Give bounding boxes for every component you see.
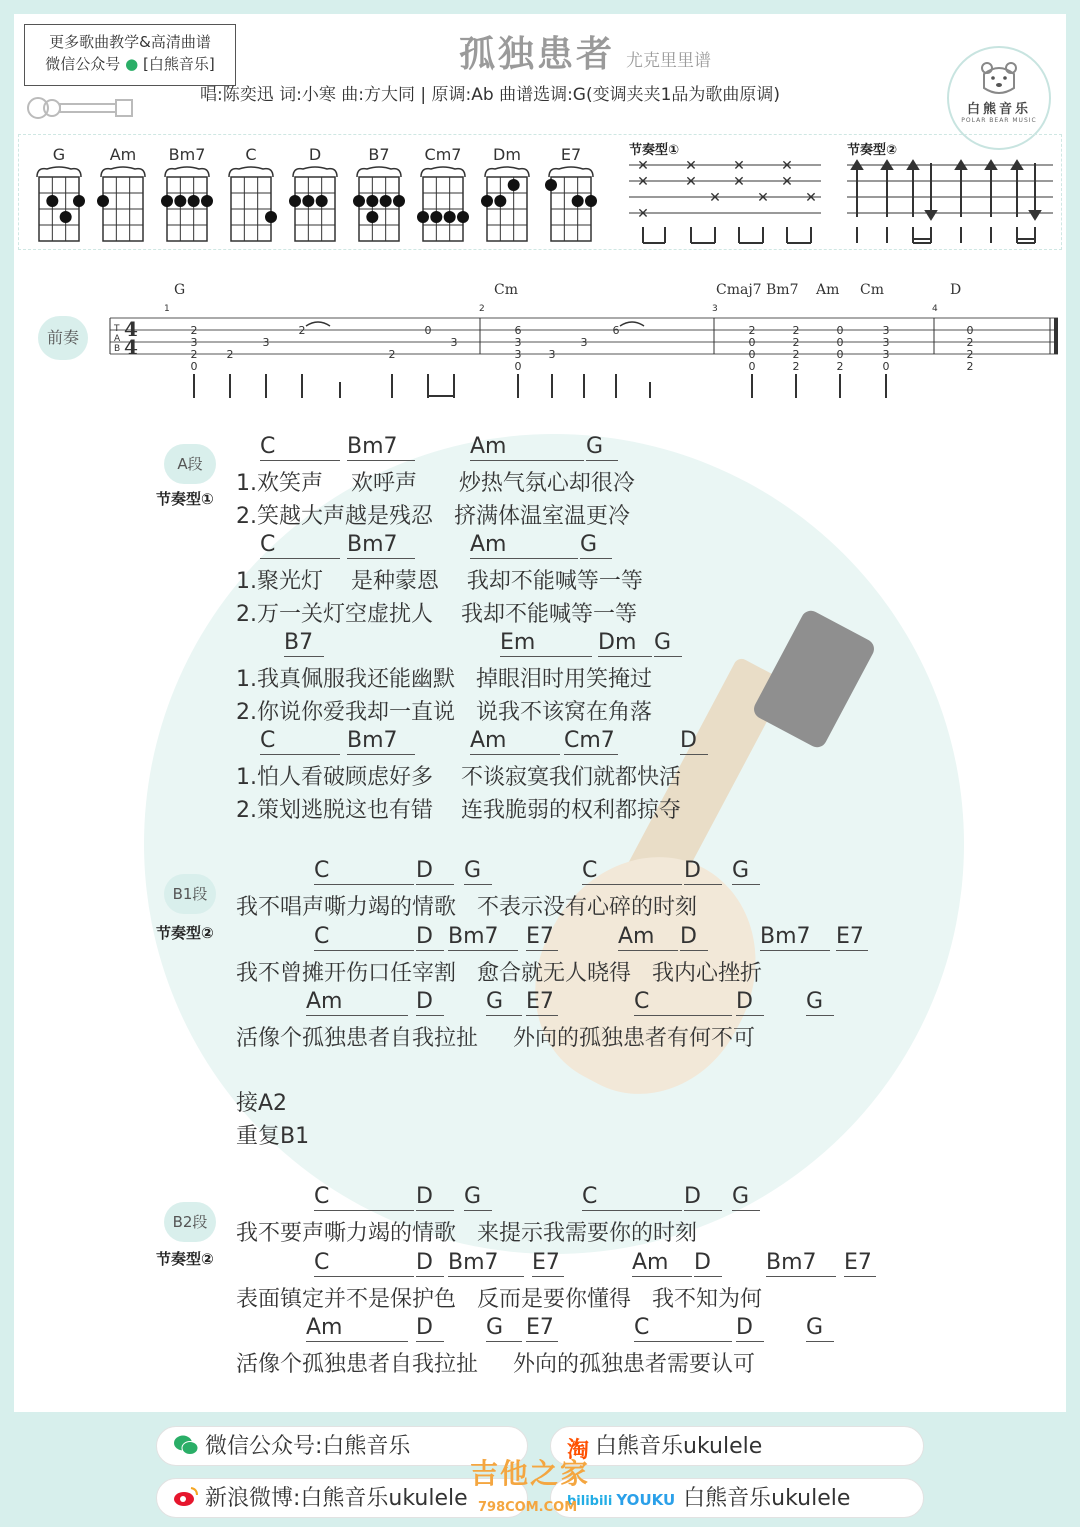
svg-text:B: B xyxy=(114,344,121,354)
watermark-sub: 798COM.COM xyxy=(478,1500,578,1515)
chord-symbol: C xyxy=(582,1184,682,1211)
svg-text:✕: ✕ xyxy=(637,174,649,190)
svg-text:3: 3 xyxy=(190,336,198,349)
svg-text:3: 3 xyxy=(882,324,890,337)
chord-symbol: Cm7 xyxy=(564,728,618,755)
fretboard-icon xyxy=(289,165,341,245)
chord-symbol: Am xyxy=(632,1250,692,1277)
svg-text:4: 4 xyxy=(124,317,138,341)
fretboard-icon xyxy=(225,165,277,245)
chord-panel xyxy=(18,134,1062,250)
chord-diagram xyxy=(417,145,469,249)
svg-text:0: 0 xyxy=(836,336,844,349)
svg-text:3: 3 xyxy=(450,336,458,349)
svg-text:2: 2 xyxy=(792,348,800,361)
chord-symbol: G xyxy=(580,532,612,559)
watermark: 吉他之家 xyxy=(470,1457,591,1490)
lyric-line: 1.聚光灯 是种蒙恩 我却不能喊等一等 xyxy=(236,569,643,594)
chord-symbol: C xyxy=(260,434,340,461)
svg-text:2: 2 xyxy=(226,348,234,361)
fretboard-icon xyxy=(417,165,469,245)
intro-tablature xyxy=(104,302,1064,398)
song-title: 孤独患者 xyxy=(459,34,616,75)
taobao-icon: 淘 xyxy=(567,1438,590,1463)
fretboard-icon xyxy=(545,165,597,245)
svg-text:2: 2 xyxy=(298,324,306,337)
chord-symbol: Am xyxy=(306,989,408,1016)
svg-text:0: 0 xyxy=(966,324,974,337)
lyric-line: 活像个孤独患者自我拉扯 外向的孤独患者需要认可 xyxy=(236,1352,755,1377)
lyric-line: 2.万一关灯空虚扰人 我却不能喊等一等 xyxy=(236,602,637,627)
svg-text:2: 2 xyxy=(190,324,198,337)
footer-video-label: 白熊音乐ukulele xyxy=(683,1486,851,1511)
chord-symbol: C xyxy=(634,1315,732,1342)
chord-symbol: D xyxy=(684,1184,722,1211)
song-subtitle: 尤克里里谱 xyxy=(626,51,711,71)
chord-symbol: Am xyxy=(470,532,578,559)
rhythm-2-label: 节奏型② xyxy=(847,143,898,158)
fretboard-icon xyxy=(97,165,149,245)
chord-symbol: D xyxy=(416,1250,444,1277)
promo-line2b: [白熊音乐] xyxy=(142,55,215,73)
chord-symbol: D xyxy=(736,1315,764,1342)
chord-symbol: C xyxy=(314,924,414,951)
promo-line2: 微信公众号 xyxy=(45,55,121,73)
measure-number: 3 xyxy=(712,304,718,314)
chord-symbol: Am xyxy=(470,728,560,755)
svg-text:2: 2 xyxy=(792,336,800,349)
lyric-line: 2.笑越大声越是残忍 挤满体温室温更冷 xyxy=(236,504,630,529)
intro-chord: G xyxy=(174,282,186,298)
section-b2-tag: B2段 xyxy=(164,1202,216,1242)
chord-symbol: C xyxy=(314,1250,414,1277)
chord-name: C xyxy=(245,145,257,164)
jump-instruction: 接A2 xyxy=(236,1091,288,1116)
section-b1-rhythm: 节奏型② xyxy=(156,924,214,942)
lyric-line: 我不要声嘶力竭的情歌 来提示我需要你的时刻 xyxy=(236,1221,697,1246)
svg-text:2: 2 xyxy=(966,360,974,373)
svg-text:✕: ✕ xyxy=(637,206,649,222)
promo-line1: 更多歌曲教学&高清曲谱 xyxy=(49,33,211,51)
fretboard-icon xyxy=(481,165,533,245)
chord-symbol: E7 xyxy=(526,989,558,1016)
svg-text:0: 0 xyxy=(190,360,198,373)
chord-symbol: Bm7 xyxy=(347,728,415,755)
chord-symbol: G xyxy=(464,1184,492,1211)
chord-symbol: E7 xyxy=(836,924,868,951)
chord-symbol: C xyxy=(260,728,340,755)
section-a-rhythm: 节奏型① xyxy=(156,490,214,508)
lyric-line: 我不唱声嘶力竭的情歌 不表示没有心碎的时刻 xyxy=(236,895,697,920)
svg-text:2: 2 xyxy=(388,348,396,361)
logo-cn: 白熊音乐 xyxy=(966,102,1031,117)
svg-text:2: 2 xyxy=(966,348,974,361)
promo-box xyxy=(24,24,236,86)
chord-symbol: Bm7 xyxy=(347,532,415,559)
chord-symbol: G xyxy=(732,858,760,885)
svg-text:4: 4 xyxy=(124,335,138,359)
svg-text:2: 2 xyxy=(190,348,198,361)
polar-bear-icon xyxy=(979,62,1019,96)
chord-diagram xyxy=(33,145,85,249)
svg-text:0: 0 xyxy=(748,360,756,373)
lyric-line: 1.我真佩服我还能幽默 掉眼泪时用笑掩过 xyxy=(236,667,652,692)
chord-name: G xyxy=(52,145,66,164)
intro-chord: Cm xyxy=(494,282,518,298)
chord-symbol: E7 xyxy=(532,1250,564,1277)
chord-symbol: D xyxy=(680,924,708,951)
svg-text:✕: ✕ xyxy=(637,159,649,174)
weibo-icon xyxy=(173,1485,199,1509)
svg-text:0: 0 xyxy=(836,348,844,361)
svg-text:✕: ✕ xyxy=(733,174,745,190)
chord-symbol: D xyxy=(416,1184,454,1211)
chord-symbol: C xyxy=(634,989,732,1016)
chord-name: B7 xyxy=(368,145,390,164)
svg-text:2: 2 xyxy=(966,336,974,349)
youku-icon: YOUKU xyxy=(616,1491,676,1509)
chord-symbol: G xyxy=(654,630,682,657)
svg-text:0: 0 xyxy=(748,348,756,361)
svg-text:A: A xyxy=(114,334,121,344)
intro-tag: 前奏 xyxy=(38,316,88,360)
chord-symbol: B7 xyxy=(284,630,324,657)
svg-text:2: 2 xyxy=(748,324,756,337)
chord-symbol: C xyxy=(314,858,414,885)
chord-diagram xyxy=(481,145,533,249)
footer-wechat-label: 微信公众号:白熊音乐 xyxy=(205,1434,411,1459)
chord-symbol: C xyxy=(582,858,682,885)
footer-weibo-label: 新浪微博:白熊音乐ukulele xyxy=(205,1486,468,1511)
chord-symbol: E7 xyxy=(526,1315,558,1342)
svg-text:0: 0 xyxy=(836,324,844,337)
wechat-icon xyxy=(173,1433,199,1457)
lyric-line: 1.欢笑声 欢呼声 炒热气氛心却很冷 xyxy=(236,471,635,496)
svg-text:0: 0 xyxy=(424,324,432,337)
chord-symbol: G xyxy=(732,1184,760,1211)
svg-text:T: T xyxy=(114,324,120,334)
svg-text:✕: ✕ xyxy=(781,174,793,190)
chord-diagram xyxy=(97,145,149,249)
lyric-line: 2.策划逃脱这也有错 连我脆弱的权利都掠夺 xyxy=(236,798,681,823)
logo-en: POLAR BEAR MUSIC xyxy=(961,117,1037,124)
rhythm-2-diagram xyxy=(843,159,1057,249)
rhythm-1-diagram xyxy=(625,159,825,249)
svg-text:✕: ✕ xyxy=(709,190,721,206)
sheet-page xyxy=(14,14,1066,1412)
svg-text:✕: ✕ xyxy=(805,190,817,206)
intro-chord: Cm xyxy=(860,282,884,298)
chord-diagram xyxy=(545,145,597,249)
chord-symbol: D xyxy=(416,924,444,951)
chord-name: Bm7 xyxy=(168,145,206,164)
chord-diagram xyxy=(289,145,341,249)
section-b2-rhythm: 节奏型② xyxy=(156,1250,214,1268)
chord-symbol: D xyxy=(736,989,764,1016)
chord-symbol: Am xyxy=(470,434,584,461)
chord-diagram xyxy=(225,145,277,249)
section-a-tag: A段 xyxy=(164,444,216,484)
svg-text:3: 3 xyxy=(262,336,270,349)
chord-symbol: Am xyxy=(306,1315,408,1342)
chord-name: Dm xyxy=(493,145,521,164)
chord-symbol: D xyxy=(416,989,444,1016)
measure-number: 4 xyxy=(932,304,938,314)
svg-text:0: 0 xyxy=(748,336,756,349)
svg-text:2: 2 xyxy=(792,324,800,337)
lyric-line: 表面镇定并不是保护色 反而是要你懂得 我不知为何 xyxy=(236,1287,762,1312)
chord-symbol: Dm xyxy=(598,630,652,657)
chord-symbol: D xyxy=(694,1250,722,1277)
chord-symbol: D xyxy=(416,1315,444,1342)
rhythm-1-label: 节奏型① xyxy=(629,143,680,158)
chord-symbol: D xyxy=(680,728,708,755)
lyric-line: 2.你说你爱我却一直说 说我不该窝在角落 xyxy=(236,700,652,725)
chord-symbol: D xyxy=(416,858,454,885)
chord-symbol: Bm7 xyxy=(347,434,415,461)
intro-chord: Cmaj7 xyxy=(716,282,762,298)
svg-text:3: 3 xyxy=(580,336,588,349)
svg-text:2: 2 xyxy=(836,360,844,373)
chord-symbol: G xyxy=(486,989,522,1016)
intro-chord: Bm7 xyxy=(766,282,799,298)
chord-diagram xyxy=(353,145,405,249)
chord-name: D xyxy=(308,145,322,164)
fretboard-icon xyxy=(33,165,85,245)
section-b1-tag: B1段 xyxy=(164,874,216,914)
fretboard-icon xyxy=(161,165,213,245)
fretboard-icon xyxy=(353,165,405,245)
svg-text:0: 0 xyxy=(882,360,890,373)
lyric-line: 我不曾摊开伤口任宰割 愈合就无人晓得 我内心挫折 xyxy=(236,961,762,986)
svg-text:0: 0 xyxy=(514,360,522,373)
chord-symbol: Em xyxy=(500,630,592,657)
footer-taobao[interactable] xyxy=(550,1426,924,1466)
chord-symbol: Am xyxy=(618,924,678,951)
chord-symbol: Bm7 xyxy=(766,1250,836,1277)
repeat-instruction: 重复B1 xyxy=(236,1124,310,1149)
footer-video[interactable] xyxy=(550,1478,924,1518)
wechat-icon: ● xyxy=(125,55,139,73)
chord-symbol: E7 xyxy=(844,1250,876,1277)
chord-symbol: G xyxy=(486,1315,522,1342)
chord-name: Cm7 xyxy=(424,145,462,164)
chord-symbol: D xyxy=(684,858,722,885)
song-meta: 唱:陈奕迅 词:小寒 曲:方大同 | 原调:Ab 曲谱选调:G(变调夹夹1品为歌曲原调) xyxy=(200,85,781,105)
chord-name: Am xyxy=(109,145,137,164)
svg-text:3: 3 xyxy=(514,336,522,349)
measure-number: 2 xyxy=(479,304,485,314)
footer-taobao-label: 白熊音乐ukulele xyxy=(595,1434,763,1459)
chord-name: E7 xyxy=(560,145,582,164)
svg-text:3: 3 xyxy=(548,348,556,361)
chord-symbol: E7 xyxy=(526,924,558,951)
chord-symbol: G xyxy=(586,434,618,461)
lyric-line: 活像个孤独患者自我拉扯 外向的孤独患者有何不可 xyxy=(236,1026,755,1051)
svg-text:6: 6 xyxy=(612,324,620,337)
svg-text:✕: ✕ xyxy=(781,159,793,174)
chord-symbol: Bm7 xyxy=(448,1250,524,1277)
ukulele-icon xyxy=(26,94,136,122)
svg-text:✕: ✕ xyxy=(733,159,745,174)
chord-symbol: C xyxy=(260,532,340,559)
svg-text:✕: ✕ xyxy=(757,190,769,206)
lyric-line: 1.怕人看破顾虑好多 不谈寂寞我们就都快活 xyxy=(236,765,681,790)
chord-symbol: C xyxy=(314,1184,414,1211)
bilibili-icon: bilibili xyxy=(567,1494,613,1509)
chord-symbol: G xyxy=(806,989,834,1016)
chord-diagram xyxy=(161,145,213,249)
measure-number: 1 xyxy=(164,304,170,314)
chord-symbol: Bm7 xyxy=(760,924,830,951)
svg-text:3: 3 xyxy=(882,348,890,361)
svg-text:✕: ✕ xyxy=(685,174,697,190)
svg-text:3: 3 xyxy=(882,336,890,349)
svg-text:2: 2 xyxy=(792,360,800,373)
svg-text:3: 3 xyxy=(514,348,522,361)
chord-symbol: G xyxy=(806,1315,834,1342)
chord-symbol: Bm7 xyxy=(448,924,518,951)
intro-chord: Am xyxy=(816,282,840,298)
chord-symbol: G xyxy=(464,858,492,885)
svg-text:6: 6 xyxy=(514,324,522,337)
svg-text:✕: ✕ xyxy=(685,159,697,174)
intro-chord: D xyxy=(950,282,962,298)
